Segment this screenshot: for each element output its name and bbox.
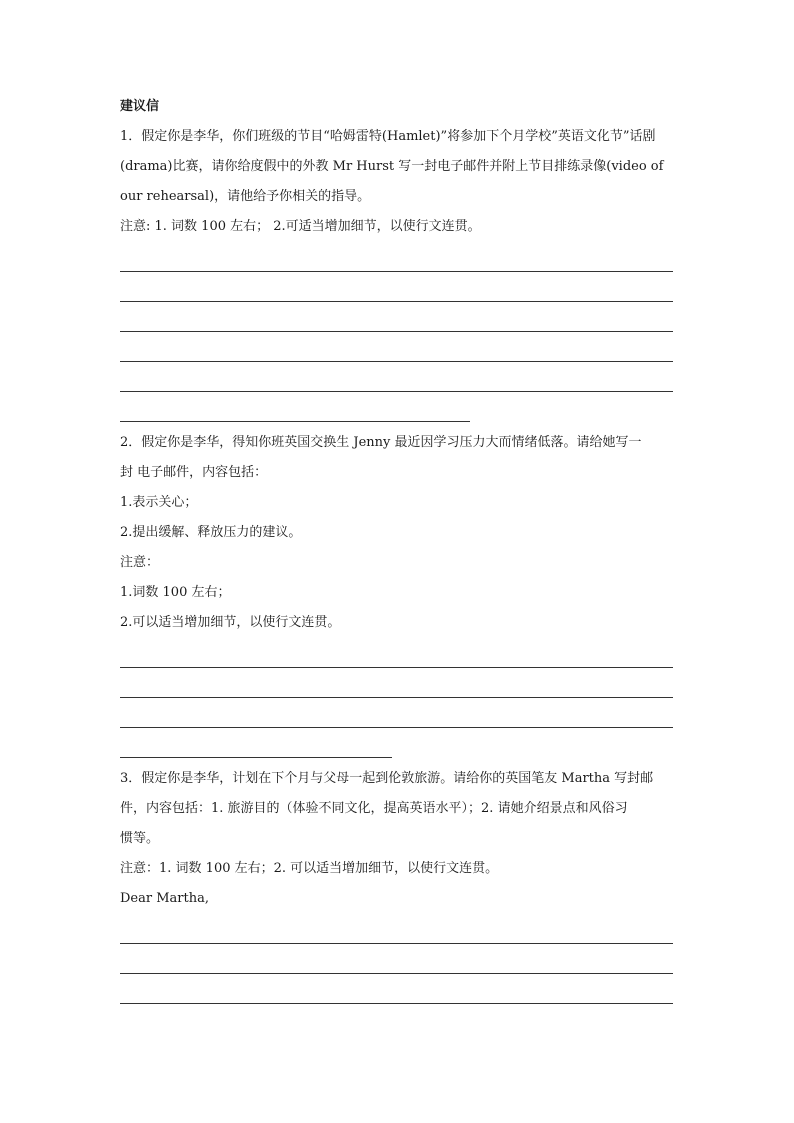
question-1-answer-lines: [120, 242, 673, 422]
question-2-content-2: 2.提出缓解、释放压力的建议。: [120, 525, 302, 540]
section-heading: 建议信: [120, 99, 160, 114]
question-1: [120, 122, 673, 422]
question-1-line-1: 1．假定你是李华，你们班级的节目“哈姆雷特(Hamlet)”将参加下个月学校”英语文化节”话剧: [120, 129, 656, 144]
answer-line[interactable]: [120, 668, 673, 698]
question-2-content-1: 1.表示关心；: [120, 495, 198, 510]
answer-line[interactable]: [120, 302, 673, 332]
answer-line[interactable]: [120, 914, 673, 944]
answer-line[interactable]: [120, 698, 673, 728]
answer-line[interactable]: [120, 242, 673, 272]
question-1-line-3: our rehearsal)，请他给予你相关的指导。: [120, 189, 371, 204]
question-1-line-2: (drama)比赛，请你给度假中的外教 Mr Hurst 写一封电子邮件并附上节目排练录像(video of: [120, 159, 664, 174]
question-3-line-1: 3．假定你是李华，计划在下个月与父母一起到伦敦旅游。请给你的英国笔友 Martha 写封邮: [120, 771, 654, 786]
answer-line[interactable]: [120, 944, 673, 974]
answer-line-short[interactable]: [120, 728, 392, 758]
letter-salutation: Dear Martha,: [120, 891, 209, 906]
question-3: [120, 764, 673, 1004]
answer-line[interactable]: [120, 974, 673, 1004]
worksheet-page: [120, 92, 673, 1004]
question-2-line-1: 2．假定你是李华，得知你班英国交换生 Jenny 最近因学习压力大而情绪低落。请给她写一: [120, 435, 642, 450]
question-2: [120, 428, 673, 758]
question-2-answer-lines: [120, 638, 673, 758]
question-3-notes: 注意：1. 词数 100 左右；2. 可以适当增加细节，以使行文连贯。: [120, 861, 499, 876]
question-2-note-2: 2.可以适当增加细节，以使行文连贯。: [120, 615, 341, 630]
question-1-notes: 注意: 1. 词数 100 左右； 2.可适当增加细节，以使行文连贯。: [120, 219, 481, 234]
question-2-line-2: 封 电子邮件，内容包括：: [120, 465, 268, 480]
answer-line-short[interactable]: [120, 392, 470, 422]
answer-line[interactable]: [120, 272, 673, 302]
question-2-notes-label: 注意：: [120, 555, 160, 570]
answer-line[interactable]: [120, 638, 673, 668]
question-3-line-3: 惯等。: [120, 831, 160, 846]
answer-line[interactable]: [120, 332, 673, 362]
question-3-answer-lines: [120, 914, 673, 1004]
question-2-note-1: 1.词数 100 左右；: [120, 585, 231, 600]
answer-line[interactable]: [120, 362, 673, 392]
question-3-line-2: 件，内容包括：1. 旅游目的（体验不同文化，提高英语水平）；2. 请她介绍景点和风俗习: [120, 801, 628, 816]
